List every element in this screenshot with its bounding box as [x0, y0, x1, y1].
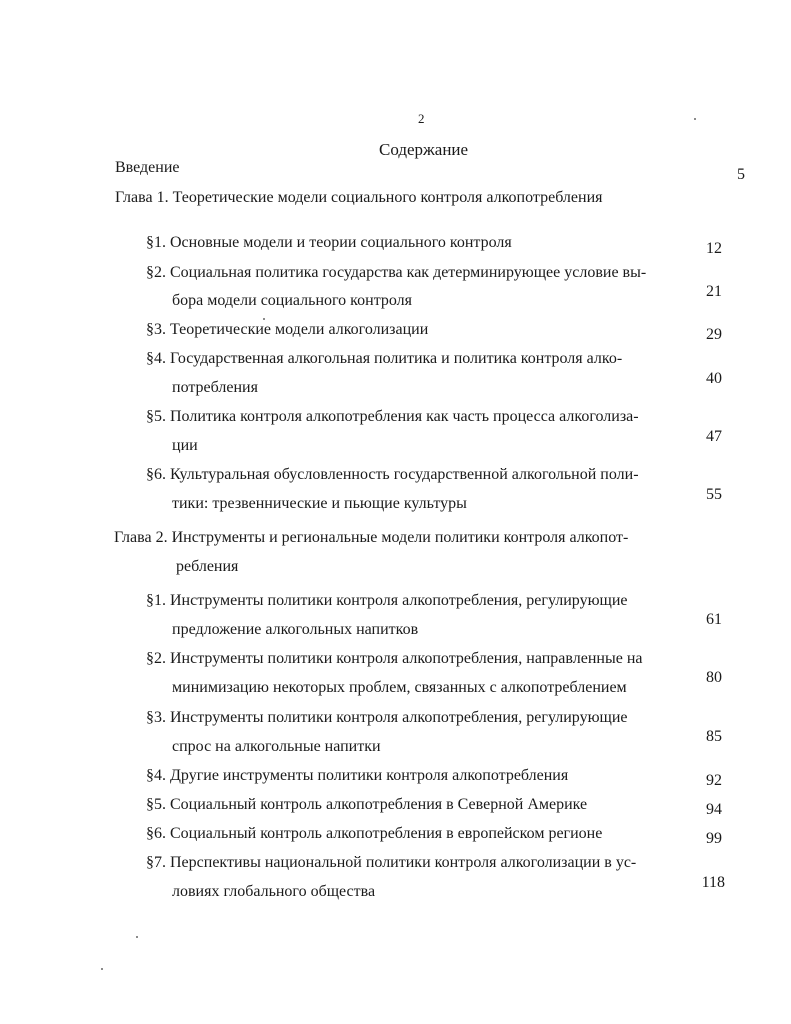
toc-ch1-s5-cont: ции — [172, 437, 198, 454]
toc-ch1-s5-page: 47 — [706, 428, 722, 445]
toc-ch1-s6-page: 55 — [706, 486, 722, 503]
scan-speck — [694, 118, 696, 120]
toc-ch2-s1: §1. Инструменты политики контроля алкопотребления, регулирующие — [146, 592, 628, 609]
toc-ch2-s1-cont: предложение алкогольных напитков — [172, 621, 419, 638]
scan-speck — [136, 936, 138, 938]
toc-ch1-s4-page: 40 — [706, 370, 722, 387]
toc-ch2-s4-page: 92 — [706, 772, 722, 789]
toc-ch2-s4: §4. Другие инструменты политики контроля алкопотребления — [146, 767, 569, 784]
toc-ch2-s2-cont: минимизацию некоторых проблем, связанных с алкопотреблением — [172, 679, 627, 696]
toc-ch1-s6: §6. Культуральная обусловленность государственной алкогольной поли- — [146, 466, 639, 483]
toc-intro-page: 5 — [737, 166, 745, 183]
toc-ch1-s3-page: 29 — [706, 326, 722, 343]
toc-ch2-s3: §3. Инструменты политики контроля алкопотребления, регулирующие — [146, 709, 628, 726]
toc-ch1-s1-page: 12 — [706, 240, 722, 257]
page-number: 2 — [418, 111, 425, 126]
toc-ch2-s3-cont: спрос на алкогольные напитки — [172, 738, 381, 755]
toc-ch1-s4-cont: потребления — [172, 379, 258, 396]
toc-ch2-s7-page: 118 — [701, 874, 725, 891]
toc-ch1-s4: §4. Государственная алкогольная политика и политика контроля алко- — [146, 350, 623, 367]
toc-ch2-s6-page: 99 — [706, 830, 722, 847]
toc-ch2-s2-page: 80 — [706, 669, 722, 686]
toc-chapter1: Глава 1. Теоретические модели социального контроля алкопотребления — [115, 189, 603, 206]
toc-ch2-s6: §6. Социальный контроль алкопотребления в европейском регионе — [146, 825, 603, 842]
toc-ch2-s7: §7. Перспективы национальной политики контроля алкоголизации в ус- — [146, 854, 637, 871]
toc-ch1-s2: §2. Социальная политика государства как детерминирующее условие вы- — [146, 264, 647, 281]
toc-chapter2-cont: ребления — [176, 558, 239, 575]
toc-ch1-s2-cont: бора модели социального контроля — [172, 292, 413, 309]
toc-intro: Введение — [115, 159, 180, 176]
toc-ch1-s3: §3. Теоретические модели алкоголизации — [146, 321, 429, 338]
toc-ch2-s5-page: 94 — [706, 801, 722, 818]
toc-ch2-s1-page: 61 — [706, 611, 722, 628]
toc-ch2-s7-cont: ловиях глобального общества — [172, 883, 376, 900]
scan-speck — [263, 318, 265, 320]
scan-speck — [101, 968, 103, 970]
toc-ch1-s6-cont: тики: трезвеннические и пьющие культуры — [172, 495, 467, 512]
toc-ch1-s2-page: 21 — [706, 283, 722, 300]
toc-ch1-s1: §1. Основные модели и теории социального контроля — [146, 234, 512, 251]
toc-ch2-s5: §5. Социальный контроль алкопотребления в Северной Америке — [146, 796, 588, 813]
toc-ch2-s3-page: 85 — [706, 728, 722, 745]
toc-chapter2: Глава 2. Инструменты и региональные модели политики контроля алкопот- — [114, 529, 629, 546]
page-title: Содержание — [379, 140, 469, 159]
toc-ch2-s2: §2. Инструменты политики контроля алкопотребления, направленные на — [146, 650, 643, 667]
toc-ch1-s5: §5. Политика контроля алкопотребления как часть процесса алкоголиза- — [146, 408, 639, 425]
